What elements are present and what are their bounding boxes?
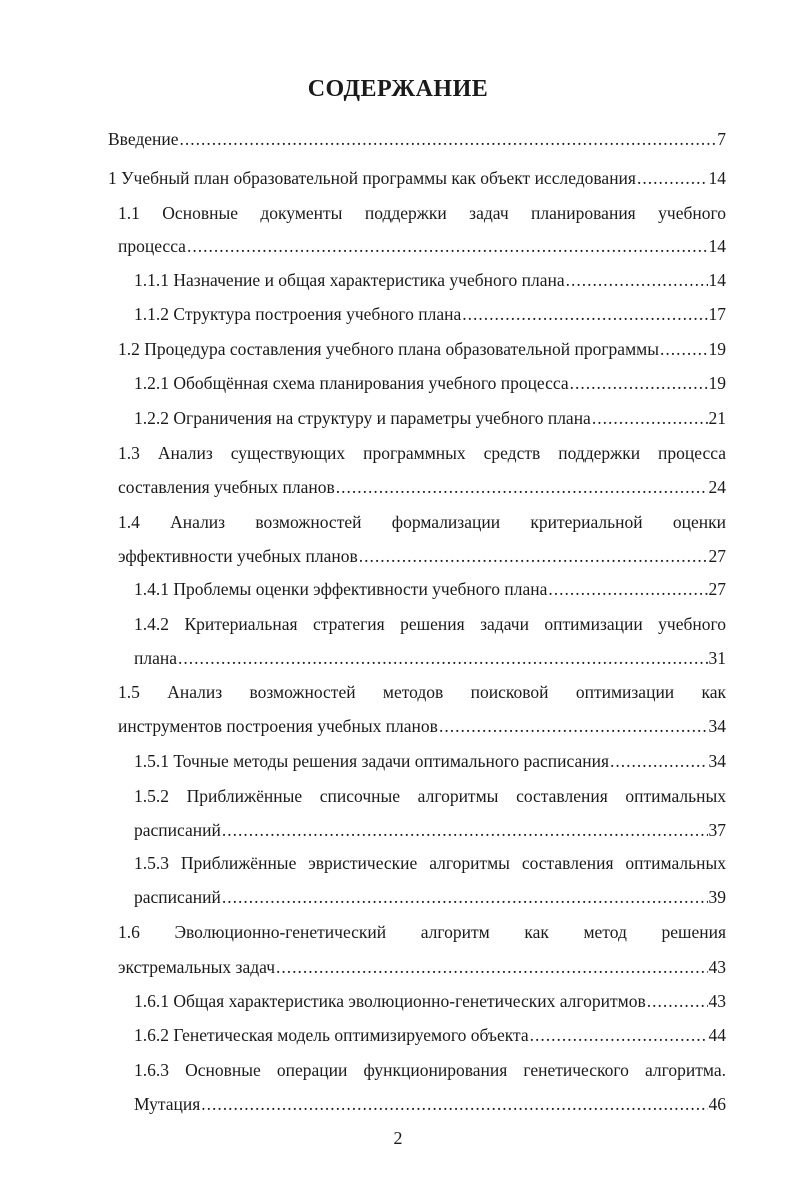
toc-entry-line1	[118, 507, 726, 537]
toc-entry	[134, 986, 726, 1016]
toc-entry-line1	[118, 198, 726, 228]
toc-entry	[134, 815, 726, 845]
toc-entry	[134, 368, 726, 398]
leader-dots	[187, 231, 708, 261]
toc-entry	[134, 403, 726, 433]
toc-entry-text: 1.6.3 Основные операции функционирования генетического алгоритма.	[134, 1060, 726, 1080]
toc-entry-text: 1 Учебный план образовательной программы как объект исследования	[108, 168, 636, 188]
toc-entry-page: 34	[708, 751, 726, 771]
toc-entry-text: 1.6.2 Генетическая модель оптимизируемого объекта	[134, 1025, 529, 1045]
toc-entry	[134, 882, 726, 912]
leader-dots	[359, 541, 708, 571]
toc-entry-page: 43	[708, 991, 726, 1011]
toc-entry-page: 39	[708, 887, 726, 907]
toc-entry	[118, 231, 726, 261]
toc-entry-line1	[118, 917, 726, 947]
toc-entry-line1	[134, 1055, 726, 1085]
toc-entry-text: 1.1.1 Назначение и общая характеристика учебного плана	[134, 270, 565, 290]
toc-entry	[118, 952, 726, 982]
leader-dots	[660, 334, 708, 364]
toc-entry-text: экстремальных задач	[118, 957, 276, 977]
toc-entry-page: 7	[717, 129, 726, 149]
leader-dots	[336, 472, 708, 502]
toc-entry-line1	[134, 609, 726, 639]
leader-dots	[637, 163, 708, 193]
toc-entry-line1	[118, 438, 726, 468]
toc-entry-page: 21	[708, 408, 726, 428]
toc-entry-line1	[134, 781, 726, 811]
toc-entry-text: 1.6 Эволюционно-генетический алгоритм как метод решения	[118, 922, 726, 942]
toc-entry-text: 1.1.2 Структура построения учебного плана	[134, 304, 462, 324]
toc-entry	[134, 746, 726, 776]
toc-entry	[118, 541, 726, 571]
toc-entry-page: 34	[708, 716, 726, 736]
leader-dots	[610, 746, 707, 776]
leader-dots	[592, 403, 708, 433]
leader-dots	[548, 574, 707, 604]
toc-entry-page: 44	[708, 1025, 726, 1045]
leader-dots	[530, 1020, 708, 1050]
toc-entry-text: расписаний	[134, 887, 221, 907]
toc-entry-page: 27	[708, 579, 726, 599]
toc-entry-page: 17	[708, 304, 726, 324]
toc-entry-text: эффективности учебных планов	[118, 546, 358, 566]
toc-entry	[118, 711, 726, 741]
toc-entry-page: 19	[708, 339, 726, 359]
toc-entry	[134, 265, 726, 295]
toc-entry-line1	[118, 677, 726, 707]
toc-entry	[134, 574, 726, 604]
leader-dots	[276, 952, 707, 982]
toc-entry-page: 14	[708, 270, 726, 290]
leader-dots	[462, 299, 707, 329]
toc-entry-page: 14	[708, 168, 726, 188]
toc-entry	[134, 1089, 726, 1119]
toc-entry-text: 1.2.2 Ограничения на структуру и параметры учебного плана	[134, 408, 591, 428]
toc-entry-text: расписаний	[134, 820, 221, 840]
toc-entry-text: Мутация	[134, 1094, 201, 1114]
toc-entry-page: 14	[708, 236, 726, 256]
leader-dots	[180, 124, 717, 154]
toc-entry	[118, 472, 726, 502]
toc-entry	[108, 163, 726, 193]
leader-dots	[570, 368, 708, 398]
toc-entry	[134, 1020, 726, 1050]
toc-entry-text: плана	[134, 648, 177, 668]
toc-entry-text: составления учебных планов	[118, 477, 335, 497]
toc-entry-text: процесса	[118, 236, 186, 256]
toc-entry-page: 37	[708, 820, 726, 840]
leader-dots	[439, 711, 708, 741]
toc-entry-text: 1.1 Основные документы поддержки задач планирования учебного	[118, 203, 726, 223]
toc-entry	[134, 299, 726, 329]
toc-entry-text: 1.2 Процедура составления учебного плана образовательной программы	[118, 339, 659, 359]
toc-entry	[108, 124, 726, 154]
toc-entry-text: инструментов построения учебных планов	[118, 716, 438, 736]
toc-entry-text: 1.6.1 Общая характеристика эволюционно-генетических алгоритмов	[134, 991, 646, 1011]
toc-entry-page: 43	[708, 957, 726, 977]
toc-entry-page: 19	[708, 373, 726, 393]
leader-dots	[178, 643, 708, 673]
toc-entry-text: 1.5.2 Приближённые списочные алгоритмы составления оптимальных	[134, 786, 726, 806]
leader-dots	[201, 1089, 707, 1119]
toc-entry-page: 27	[708, 546, 726, 566]
toc-entry-text: 1.3 Анализ существующих программных средств поддержки процесса	[118, 443, 726, 463]
toc-entry-text: 1.4.1 Проблемы оценки эффективности учебного плана	[134, 579, 548, 599]
leader-dots	[222, 882, 708, 912]
toc-entry-page: 24	[708, 477, 726, 497]
toc-entry-text: 1.4 Анализ возможностей формализации критериальной оценки	[118, 512, 726, 532]
toc-entry-text: 1.5 Анализ возможностей методов поисковой оптимизации как	[118, 682, 726, 702]
toc-entry-text: 1.2.1 Обобщённая схема планирования учебного процесса	[134, 373, 569, 393]
page-number: 2	[393, 1128, 403, 1148]
toc-entry-text: Введение	[108, 129, 179, 149]
leader-dots	[566, 265, 708, 295]
toc-entry-page: 46	[708, 1094, 726, 1114]
toc-entry-line1	[134, 848, 726, 878]
toc-entry-text: 1.5.1 Точные методы решения задачи оптимального расписания	[134, 751, 610, 771]
leader-dots	[647, 986, 708, 1016]
toc-entry	[134, 643, 726, 673]
toc-entry-text: 1.4.2 Критериальная стратегия решения задачи оптимизации учебного	[134, 614, 726, 634]
page-title: СОДЕРЖАНИЕ	[307, 76, 489, 102]
toc-entry-page: 31	[708, 648, 726, 668]
toc-entry-text: 1.5.3 Приближённые эвристические алгоритмы составления оптимальных	[134, 853, 726, 873]
leader-dots	[222, 815, 708, 845]
toc-entry	[118, 334, 726, 364]
